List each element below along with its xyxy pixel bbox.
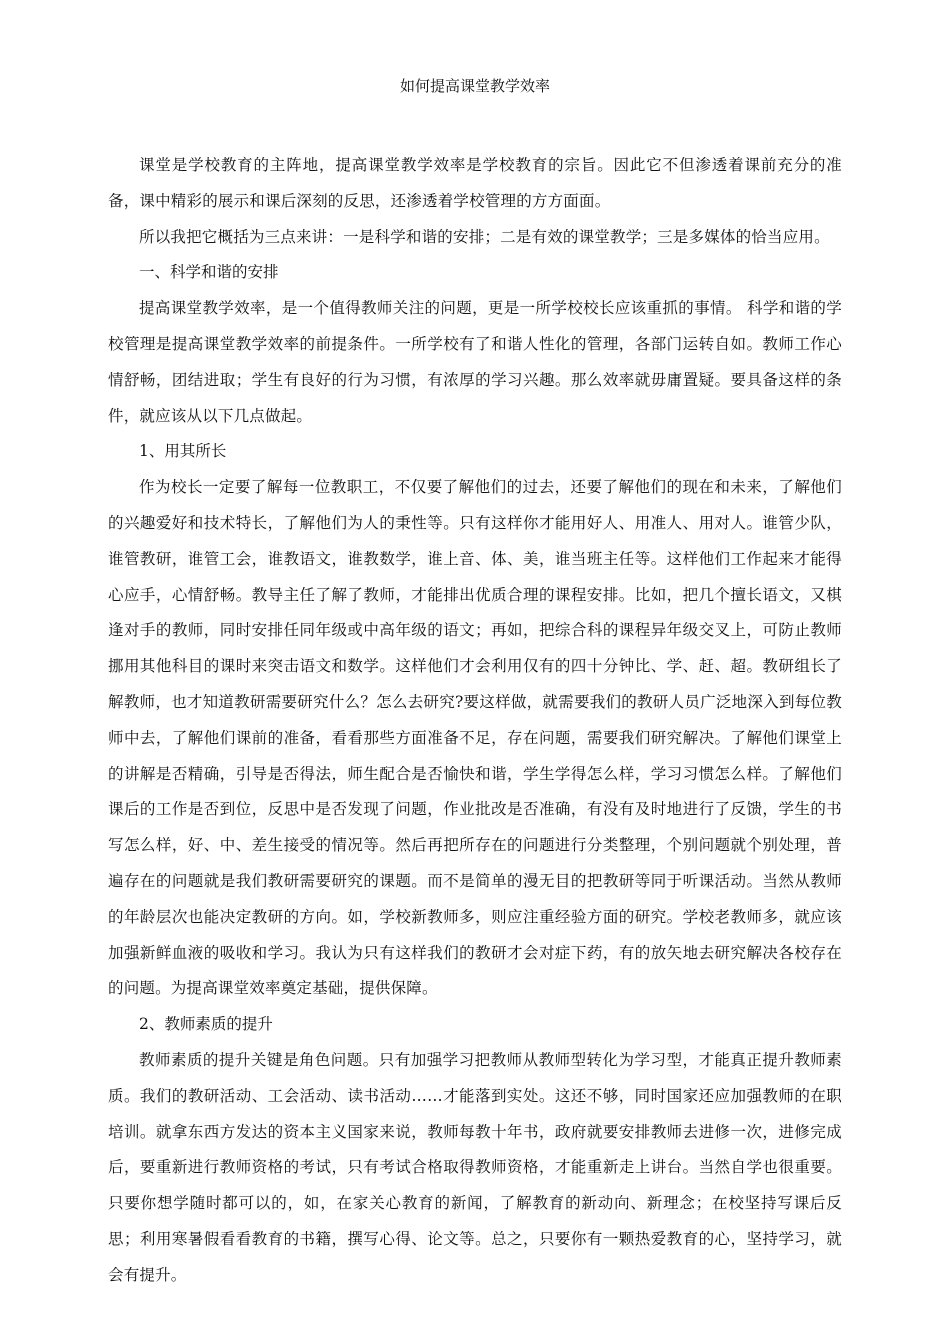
subsection-heading-2: 2、教师素质的提升 bbox=[139, 1015, 273, 1034]
paragraph-section-1: 提高课堂教学效率，是一个值得教师关注的问题，更是一所学校校长应该重抓的事情。 科学和谐的学校管理是提高课堂教学效率的前提条件。一所学校有了和谐人性化的管理，各部门运转自如。教师工作心情舒畅，团结进取；学生有良好的行为习惯，有浓厚的学习兴趣。那么效率就毋庸置疑。要具备这样的条件，就应该从以下几点做起。 bbox=[108, 299, 842, 425]
section-heading-1: 一、科学和谐的安排 bbox=[139, 263, 279, 282]
subsection-heading-1: 1、用其所长 bbox=[139, 442, 227, 461]
document-page bbox=[108, 70, 842, 1294]
paragraph-subsection-2: 教师素质的提升关键是角色问题。只有加强学习把教师从教师型转化为学习型，才能真正提升教师素质。我们的教研活动、工会活动、读书活动……才能落到实处。这还不够，同时国家还应加强教师的在职培训。就拿东西方发达的资本主义国家来说，教师每教十年书，政府就要安排教师去进修一次，进修完成后，要重新进行教师资格的考试，只有考试合格取得教师资格，才能重新走上讲台。当然自学也很重要。只要你想学随时都可以的，如，在家关心教育的新闻，了解教育的新动向、新理念；在校坚持写课后反思；利用寒暑假看看教育的书籍，撰写心得、论文等。总之，只要你有一颗热爱教育的心，坚持学习，就会有提升。 bbox=[108, 1050, 842, 1284]
paragraph-subsection-1: 作为校长一定要了解每一位教职工，不仅要了解他们的过去，还要了解他们的现在和未来，了解他们的兴趣爱好和技术特长，了解他们为人的秉性等。只有这样你才能用好人、用准人、用对人。谁管少队，谁管教研，谁管工会，谁教语文，谁教数学，谁上音、体、美，谁当班主任等。这样他们工作起来才能得心应手，心情舒畅。教导主任了解了教师，才能排出优质合理的课程安排。比如，把几个擅长语文，又棋逢对手的教师，同时安排任同年级或中高年级的语文；再如，把综合科的课程异年级交叉上，可防止教师挪用其他科目的课时来突击语文和数学。这样他们才会利用仅有的四十分钟比、学、赶、超。教研组长了解教师，也才知道教研需要研究什么？怎么去研究?要这样做，就需要我们的教研人员广泛地深入到每位教师中去，了解他们课前的准备，看看那些方面准备不足，存在问题，需要我们研究解决。了解他们课堂上的讲解是否精确，引导是否得法，师生配合是否愉快和谐，学生学得怎么样，学习习惯怎么样。了解他们课后的工作是否到位，反思中是否发现了问题，作业批改是否准确，有没有及时地进行了反馈，学生的书写怎么样，好、中、差生接受的情况等。然后再把所存在的问题进行分类整理，个别问题就个别处理，普遍存在的问题就是我们教研需要研究的课题。而不是简单的漫无目的把教研等同于听课活动。当然从教师的年龄层次也能决定教研的方向。如，学校新教师多，则应注重经验方面的研究。学校老教师多，就应该加强新鲜血液的吸收和学习。我认为只有这样我们的教研才会对症下药，有的放矢地去研究解决各校存在的问题。为提高课堂效率奠定基础，提供保障。 bbox=[108, 478, 842, 998]
paragraph-summary: 所以我把它概括为三点来讲：一是科学和谐的安排；二是有效的课堂教学；三是多媒体的恰当应用。 bbox=[139, 227, 830, 246]
paragraph-intro: 课堂是学校教育的主阵地，提高课堂教学效率是学校教育的宗旨。因此它不但渗透着课前充分的准备，课中精彩的展示和课后深刻的反思，还渗透着学校管理的方方面面。 bbox=[108, 156, 842, 210]
document-title: 如何提高课堂教学效率 bbox=[399, 77, 550, 95]
